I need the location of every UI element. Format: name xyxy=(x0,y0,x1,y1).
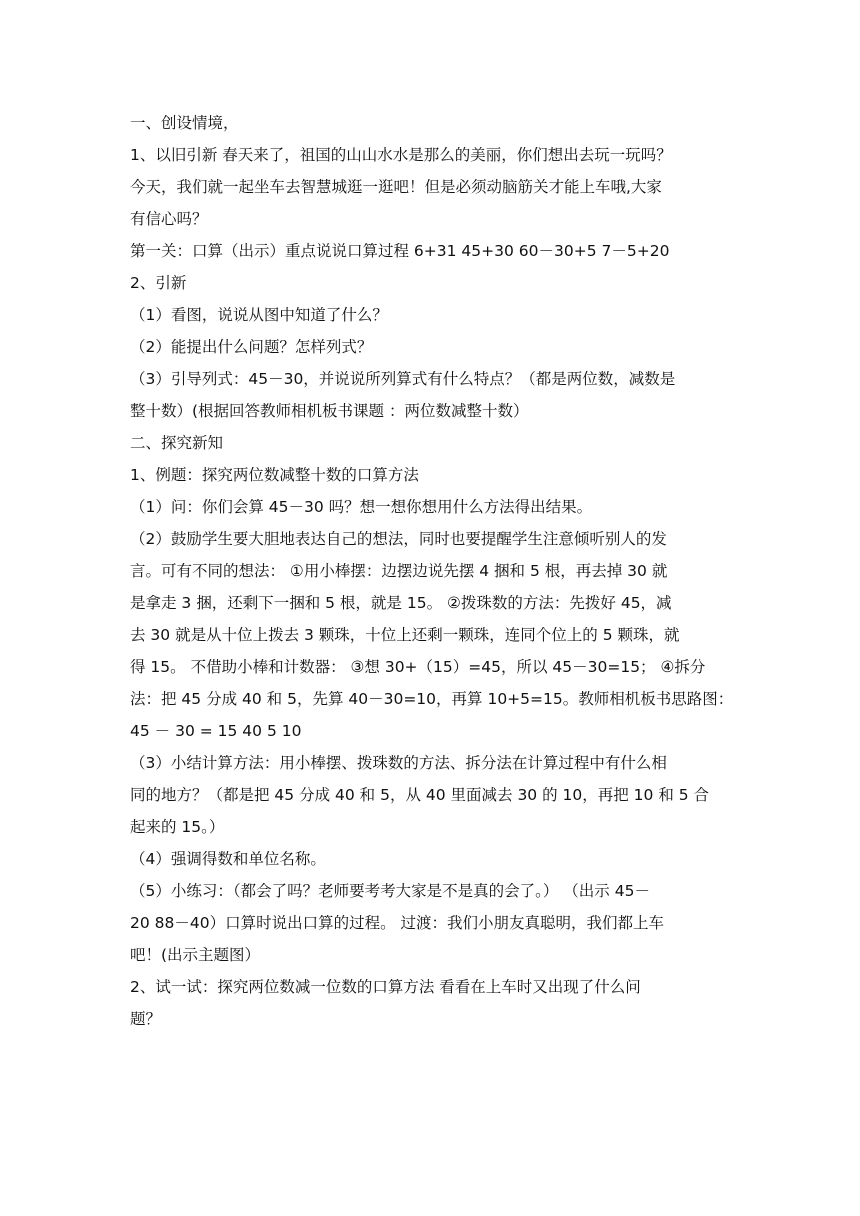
paragraph-line: 吧！(出示主题图） xyxy=(130,946,261,964)
paragraph-line: 是拿走 3 捆，还剩下一捆和 5 根，就是 15。 ②拨珠数的方法：先拨好 45，减 xyxy=(130,594,672,612)
paragraph-line: 今天，我们就一起坐车去智慧城逛一逛吧！但是必须动脑筋关才能上车哦,大家 xyxy=(130,178,662,196)
paragraph-line: 第一关：口算（出示）重点说说口算过程 6+31 45+30 60－30+5 7－5+20 xyxy=(130,242,670,260)
paragraph-line: 1、以旧引新 春天来了，祖国的山山水水是那么的美丽，你们想出去玩一玩吗？ xyxy=(130,146,672,164)
section-heading-1: 一、创设情境， xyxy=(130,114,239,132)
paragraph-line: 起来的 15。） xyxy=(130,818,225,836)
paragraph-line: 整十数）(根据回答教师相机板书课题 ：两位数减整十数） xyxy=(130,402,529,420)
paragraph-line: （1）看图，说说从图中知道了什么？ xyxy=(130,306,388,324)
board-diagram-line: 45 － 30 = 15 40 5 10 xyxy=(130,722,302,740)
section-heading-2: 二、探究新知 xyxy=(130,434,224,452)
paragraph-line: 20 88－40）口算时说出口算的过程。 过渡：我们小朋友真聪明，我们都上车 xyxy=(130,914,665,932)
paragraph-line: 有信心吗？ xyxy=(130,210,208,228)
document-body xyxy=(130,107,734,1035)
paragraph-line: 去 30 就是从十位上拨去 3 颗珠，十位上还剩一颗珠，连同个位上的 5 颗珠，就 xyxy=(130,626,680,644)
paragraph-line: 言。可有不同的想法： ①用小棒摆：边摆边说先摆 4 捆和 5 根，再去掉 30 就 xyxy=(130,562,668,580)
paragraph-line: （1）问：你们会算 45－30 吗？想一想你想用什么方法得出结果。 xyxy=(130,498,593,516)
paragraph-line: 1、例题：探究两位数减整十数的口算方法 xyxy=(130,466,419,484)
paragraph-line: （2）能提出什么问题？怎样列式？ xyxy=(130,338,373,356)
paragraph-line: （2）鼓励学生要大胆地表达自己的想法，同时也要提醒学生注意倾听别人的发 xyxy=(130,530,667,548)
paragraph-line: 同的地方？（都是把 45 分成 40 和 5，从 40 里面减去 30 的 10，再把 10 和 5 合 xyxy=(130,786,710,804)
paragraph-line: （5）小练习：（都会了吗？老师要考考大家是不是真的会了。） （出示 45－ xyxy=(130,882,650,900)
paragraph-line: 2、试一试：探究两位数减一位数的口算方法 看看在上车时又出现了什么问 xyxy=(130,978,641,996)
paragraph-line: （3）小结计算方法：用小棒摆、拨珠数的方法、拆分法在计算过程中有什么相 xyxy=(130,754,667,772)
subsection-heading: 2、引新 xyxy=(130,274,187,292)
paragraph-line: 法：把 45 分成 40 和 5，先算 40－30=10，再算 10+5=15。教师相机板书思路图： xyxy=(130,690,734,708)
paragraph-line: （4）强调得数和单位名称。 xyxy=(130,850,326,868)
paragraph-line: （3）引导列式：45－30，并说说所列算式有什么特点？（都是两位数，减数是 xyxy=(130,370,676,388)
paragraph-line: 题？ xyxy=(130,1010,162,1028)
paragraph-line: 得 15。 不借助小棒和计数器： ③想 30+（15）=45，所以 45－30=15； ④拆分 xyxy=(130,658,706,676)
